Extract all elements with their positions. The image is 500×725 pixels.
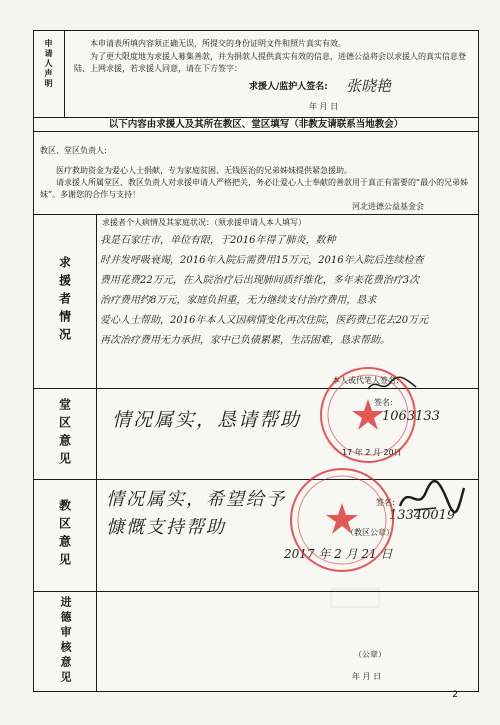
diocese-label: 教区意见 [57,499,72,571]
parish-opinion: 情况属实，恳请帮助 [112,409,302,431]
parish-label: 堂区意见 [57,397,72,470]
divider [34,131,478,132]
declaration-label: 申请人声明 [44,39,53,89]
applicant-signature: 张晓艳 [346,77,392,95]
foundation-name: 河北进德公益基金会 [352,202,424,211]
diocese-phone: 13340019 [389,508,456,523]
parish-sign-label: 签名: [374,398,393,407]
responsible-text: 医疗救助资金为爱心人士捐献，专为家庭贫困、无钱医治的兄弟姊妹提供紧急援助。 [56,166,352,175]
parish-phone: 1063133 [382,409,440,424]
diocese-opinion-line1: 情况属实，希望给予 [106,489,286,510]
review-seal-label: （公章） [354,650,386,659]
signature-icon [366,375,418,395]
page-number: 2 [452,690,458,700]
declaration-text: 本申请表所填内容须正确无误，所提交的身份证明文件和照片真实有效。 [90,39,346,48]
divider [64,31,65,117]
parish-label-cell [34,388,96,479]
parish-date: 17 年 2 月 20日 [342,448,402,457]
review-date: 年 月 日 [352,672,382,681]
seal-star-icon [292,470,392,570]
signer-label: 本人或代笔人签名: [332,376,399,385]
handwriting-line: 我是石家庄市，单位有限，于2016年得了肺炎，数种 [100,235,336,246]
situation-handwriting [100,231,474,351]
declaration-text: 为了更大限度地为求援人募集善款，并为捐款人提供真实有效的信息，进德公益将会以求援人的真实信息登陆、上网求援，若求援人同意，请在下方签字： [74,52,466,73]
diocese-opinion-line2: 慷慨支持帮助 [106,517,226,538]
declaration-date: 年 月 日 [309,102,339,111]
situation-label-cell [34,214,96,388]
divider [34,214,478,215]
handwriting-line: 再次治疗费用无力承担，家中已负债累累，生活困难，恳求帮助。 [100,335,390,346]
situation-label: 求援者情况 [57,256,72,346]
diocese-sign-label: 签名: [376,498,395,507]
handwriting-line: 爱心人士帮助，2016年本人又因病情变化再次住院，医药费已花去20万元 [100,315,429,326]
handwriting-line: 费用花费22万元，在入院治疗后出现肺间质纤维化，多年来花费治疗3次 [100,275,420,286]
situation-prompt: 求援者个人病情及其家庭状况：（须求援申请人本人填写） [102,218,306,227]
review-label-cell [34,591,96,691]
diocese-label-cell [34,479,96,591]
diocese-date: 2017 年 2 月 21 日 [284,547,393,561]
parish-signature-scribble [366,375,418,399]
divider [96,214,97,691]
responsible-label: 教区、堂区负责人: [40,146,107,155]
responsible-text: 请求援人所属堂区、教区负责人对求援申请人严格把关，务必让爱心人士奉献的善款用于真正有需要的“最小的兄弟姊妹”。多谢您的合作与支持！ [40,178,469,199]
handwriting-line: 治疗费用约8万元，家庭负担重，无力继续支付治疗费用，恳求 [100,295,377,306]
review-seal-placeholder [330,588,380,612]
handwriting-line: 时并发呼吸衰竭，2016年入院后需费用15万元，2016年入院后连续检查 [100,255,424,266]
diocese-signature-scribble [396,478,466,522]
diocese-seal-label: （教区公章） [346,528,394,537]
signature-icon [396,478,466,518]
sign-label: 求援人/监护人签名: [249,82,328,92]
seal-outline-icon [330,588,380,608]
diocese-seal-stamp [290,468,394,572]
application-form [33,30,479,692]
review-label: 进德审核意见 [59,596,72,686]
divider [34,591,478,592]
notice-header: 以下内容由求援人及其所在教区、堂区填写（非教友请联系当地教会） [108,119,404,130]
